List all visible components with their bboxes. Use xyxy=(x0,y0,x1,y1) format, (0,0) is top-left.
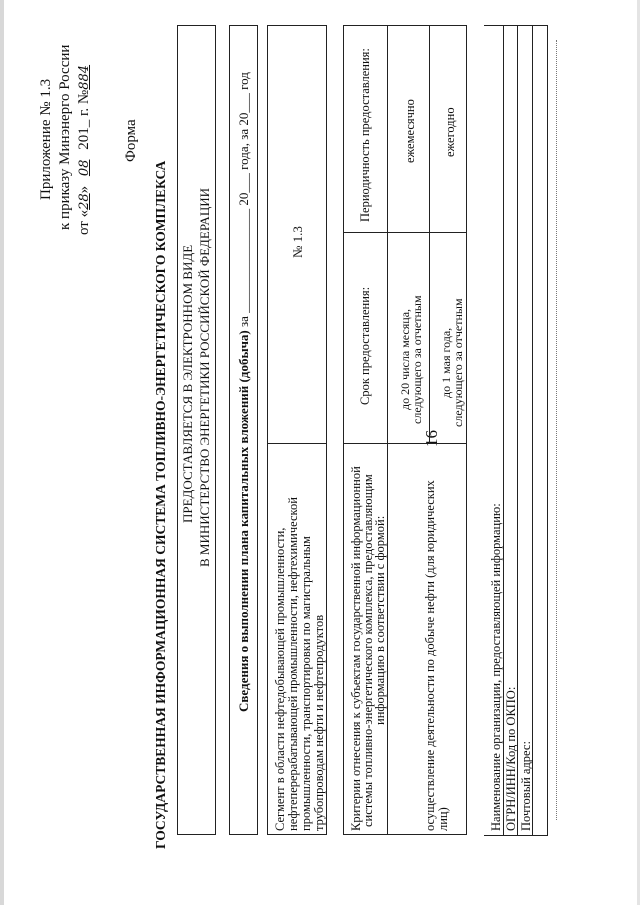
report-title-bold: Сведения о выполнении плана капитальных вложений (добыча) xyxy=(236,330,251,712)
segment-line4: трубопроводам нефти и нефтепродуктов xyxy=(312,614,326,831)
date-year: 201_ г. № xyxy=(76,89,92,150)
form-label: Форма xyxy=(123,119,139,162)
date-sep: » xyxy=(76,185,92,194)
criteria-col-divider-1 xyxy=(343,443,467,444)
scan-dots xyxy=(556,40,557,820)
criteria-header-line2: системы топливно-энергетического комплекса, предоставляющим xyxy=(361,474,375,827)
criteria-col-divider-2 xyxy=(343,232,467,233)
periodicity-monthly: ежемесячно xyxy=(403,99,417,163)
respondent-bottom-rule xyxy=(484,25,548,26)
submission-line1: ПРЕДОСТАВЛЯЕТСЯ В ЭЛЕКТРОННОМ ВИДЕ xyxy=(180,244,195,523)
criteria-header-divider xyxy=(387,25,388,835)
org-name-label: Наименование организации, предоставляющей информацию: xyxy=(489,503,503,831)
form-number: № 1.3 xyxy=(290,226,305,258)
deadline-yearly-line2: следующего за отчетным xyxy=(451,298,465,427)
appendix-line1: Приложение № 1.3 xyxy=(38,78,54,200)
page-number: 16 xyxy=(422,430,441,447)
segment-divider xyxy=(267,443,327,444)
periodicity-yearly: ежегодно xyxy=(443,107,457,157)
address-label: Почтовый адрес: xyxy=(519,741,533,831)
deadline-yearly-line1: до 1 мая года, xyxy=(439,327,453,398)
date-day: 28 xyxy=(77,193,92,210)
report-title xyxy=(237,72,250,712)
system-title: ГОСУДАРСТВЕННАЯ ИНФОРМАЦИОННАЯ СИСТЕМА ТОПЛИВНО-ЭНЕРГЕТИЧЕСКОГО КОМПЛЕКСА xyxy=(153,160,168,849)
appendix-line2: к приказу Минэнерго России xyxy=(57,44,73,230)
criteria-header-line1: Критерии отнесения к субъектам государственной информационной xyxy=(349,466,363,831)
segment-line2: нефтеперерабатывающей промышленности, нефтехимической xyxy=(286,497,300,831)
date-month: 08 xyxy=(77,159,92,177)
segment-line3: промышленности, транспортировки по магистральным xyxy=(299,536,313,831)
scan-edge-left xyxy=(0,0,4,905)
criteria-header-line3: информацию в соответствии с формой: xyxy=(373,515,387,725)
report-title-period: за ________________ 20___ года, за 20___ год xyxy=(236,72,251,331)
respondent-rule-3 xyxy=(532,25,533,835)
appendix-date-line xyxy=(77,65,92,235)
deadline-monthly-line2: следующего за отчетным xyxy=(410,295,424,424)
order-number: 884 xyxy=(77,64,92,90)
criteria-subrow-divider xyxy=(429,25,430,443)
date-prefix: от « xyxy=(76,209,92,235)
deadline-header: Срок предоставления: xyxy=(358,286,372,405)
submission-line2: В МИНИСТЕРСТВО ЭНЕРГЕТИКИ РОССИЙСКОЙ ФЕДЕРАЦИИ xyxy=(197,188,212,567)
ogrn-label: ОГРН/ИНН/Код по ОКПО: xyxy=(504,686,518,831)
criterion-line2: лиц) xyxy=(436,807,450,831)
segment-line1: Сегмент в области нефтедобывающей промышленности, xyxy=(273,527,287,831)
respondent-rule-4 xyxy=(547,25,548,835)
periodicity-header: Периодичность предоставления: xyxy=(358,48,372,222)
deadline-monthly-line1: до 20 числа месяца, xyxy=(398,308,412,410)
respondent-top-rule xyxy=(484,835,548,836)
criterion-line1: осуществление деятельности по добыче нефти (для юридических xyxy=(423,480,437,831)
